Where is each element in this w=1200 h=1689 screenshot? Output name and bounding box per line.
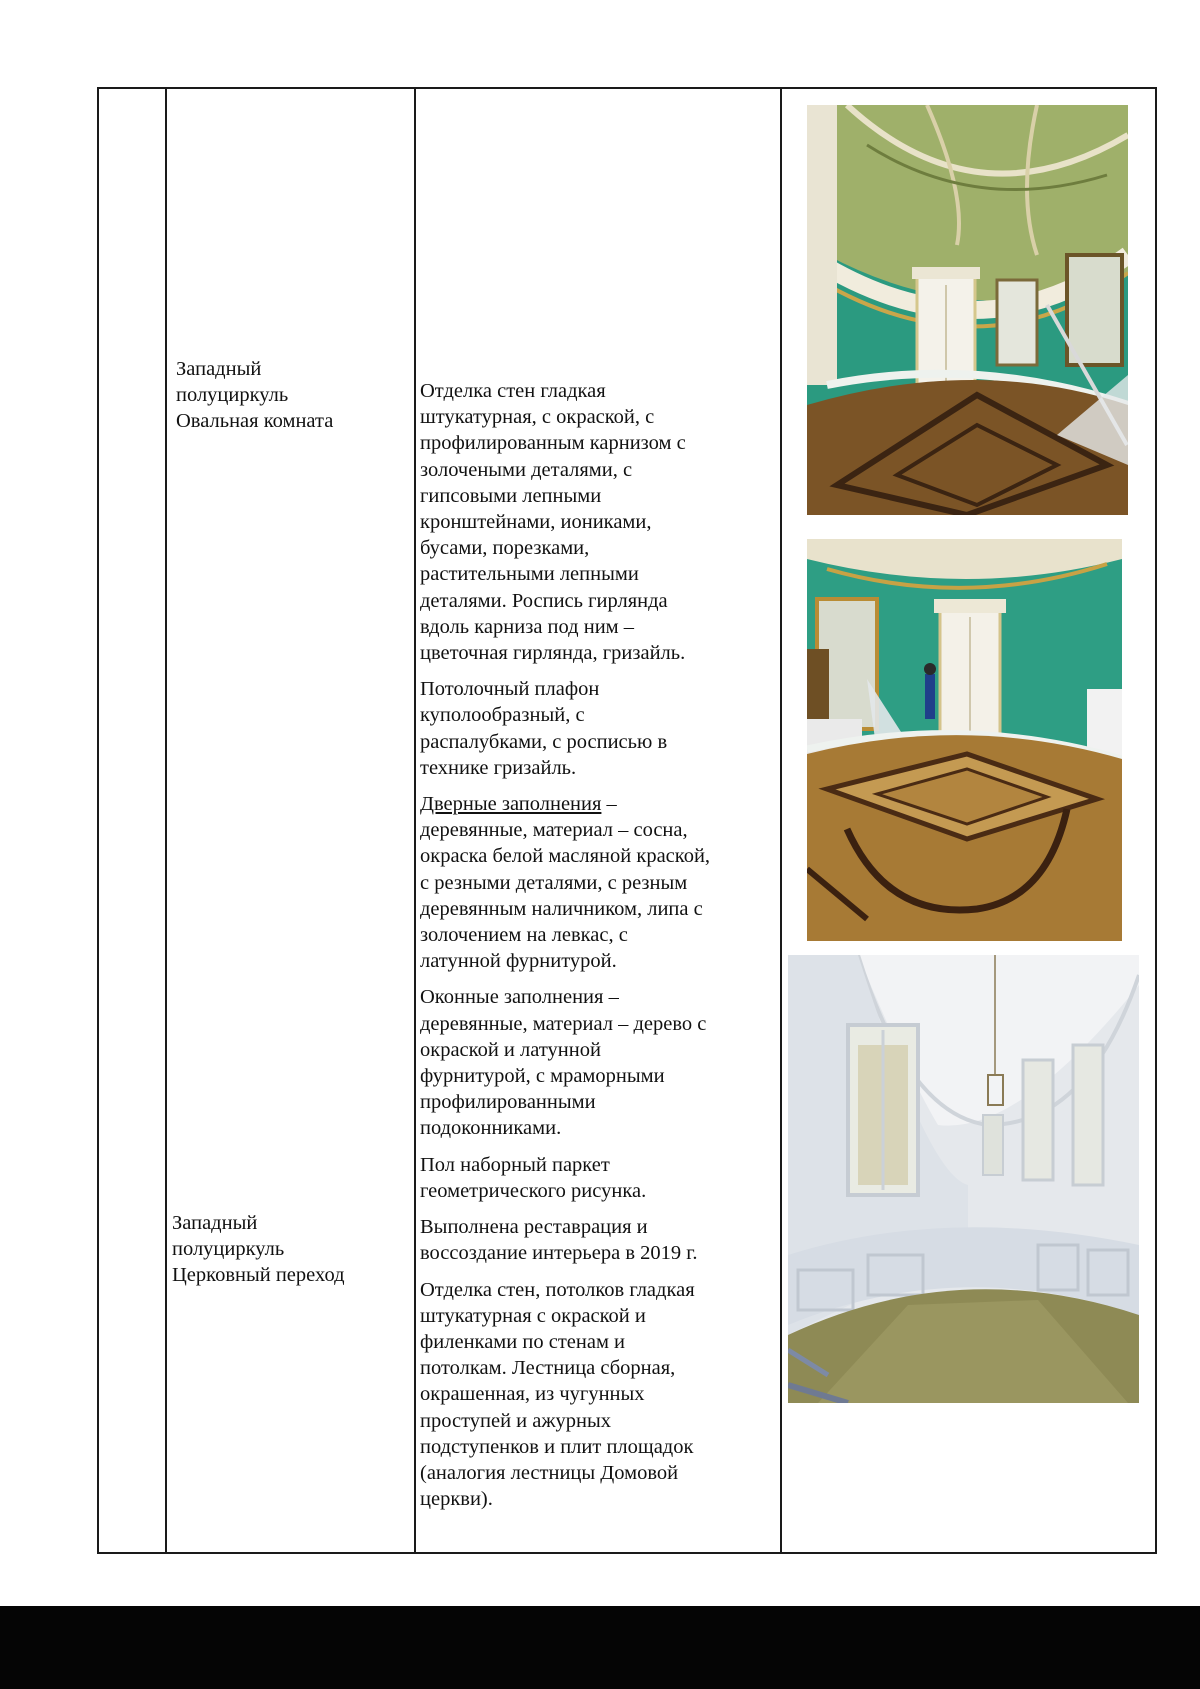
description-church-passage: Отделка стен, потолков гладкая штукатурная с окраской и филенками по стенам и потолкам. Лестница сборная, окрашенная, из чугунных проступей и ажурных подступенков и плит площадок (аналогия лестницы Домовой церкви). [420, 1278, 695, 1511]
description-column [420, 378, 780, 1522]
room-name-line: Западный [176, 358, 262, 380]
room-name-line: полуциркуль [172, 1238, 285, 1260]
column-divider-1 [165, 87, 167, 1553]
description-windows: Оконные заполнения – деревянные, материал – дерево с окраской и латунной фурнитурой, с мраморными профилированными подоконниками. [420, 986, 707, 1140]
room-name-line: Церковный переход [172, 1264, 345, 1286]
doors-heading: Дверные заполнения [420, 793, 602, 816]
table-right-border [1155, 87, 1157, 1553]
description-doors [420, 791, 780, 974]
column-divider-2 [414, 87, 416, 1553]
room-name-church-passage [172, 1210, 345, 1288]
church-passage-photo [788, 955, 1139, 1403]
description-restoration: Выполнена реставрация и воссоздание интерьера в 2019 г. [420, 1216, 698, 1265]
room-name-line: Западный [172, 1212, 258, 1234]
description-ceiling: Потолочный плафон куполообразный, с распалубками, с росписью в технике гризайль. [420, 678, 668, 779]
table-bottom-border [97, 1552, 1157, 1554]
table-top-border [97, 87, 1157, 89]
scan-bottom-strip [0, 1606, 1200, 1689]
room-name-line: полуциркуль [176, 384, 289, 406]
oval-room-dome-photo [807, 105, 1128, 515]
description-floor: Пол наборный паркет геометрического рисунка. [420, 1153, 647, 1202]
table-left-border [97, 87, 99, 1553]
doors-text: – деревянные, материал – сосна, окраска белой масляной краской, с резными деталями, с резным деревянным наличником, липа с золочением на левкас, с латунной фурнитурой. [420, 793, 711, 973]
column-divider-3 [780, 87, 782, 1553]
room-name-oval [176, 356, 333, 434]
oval-room-floor-photo [807, 539, 1122, 941]
room-name-line: Овальная комната [176, 410, 334, 432]
description-walls: Отделка стен гладкая штукатурная, с окраской, с профилированным карнизом с золочеными деталями, с гипсовыми лепными кронштейнами, иониками, бусами, порезками, растительными лепными деталями. Роспись гирлянда вдоль карниза под ним – цветочная гирлянда, гризайль. [420, 380, 686, 665]
